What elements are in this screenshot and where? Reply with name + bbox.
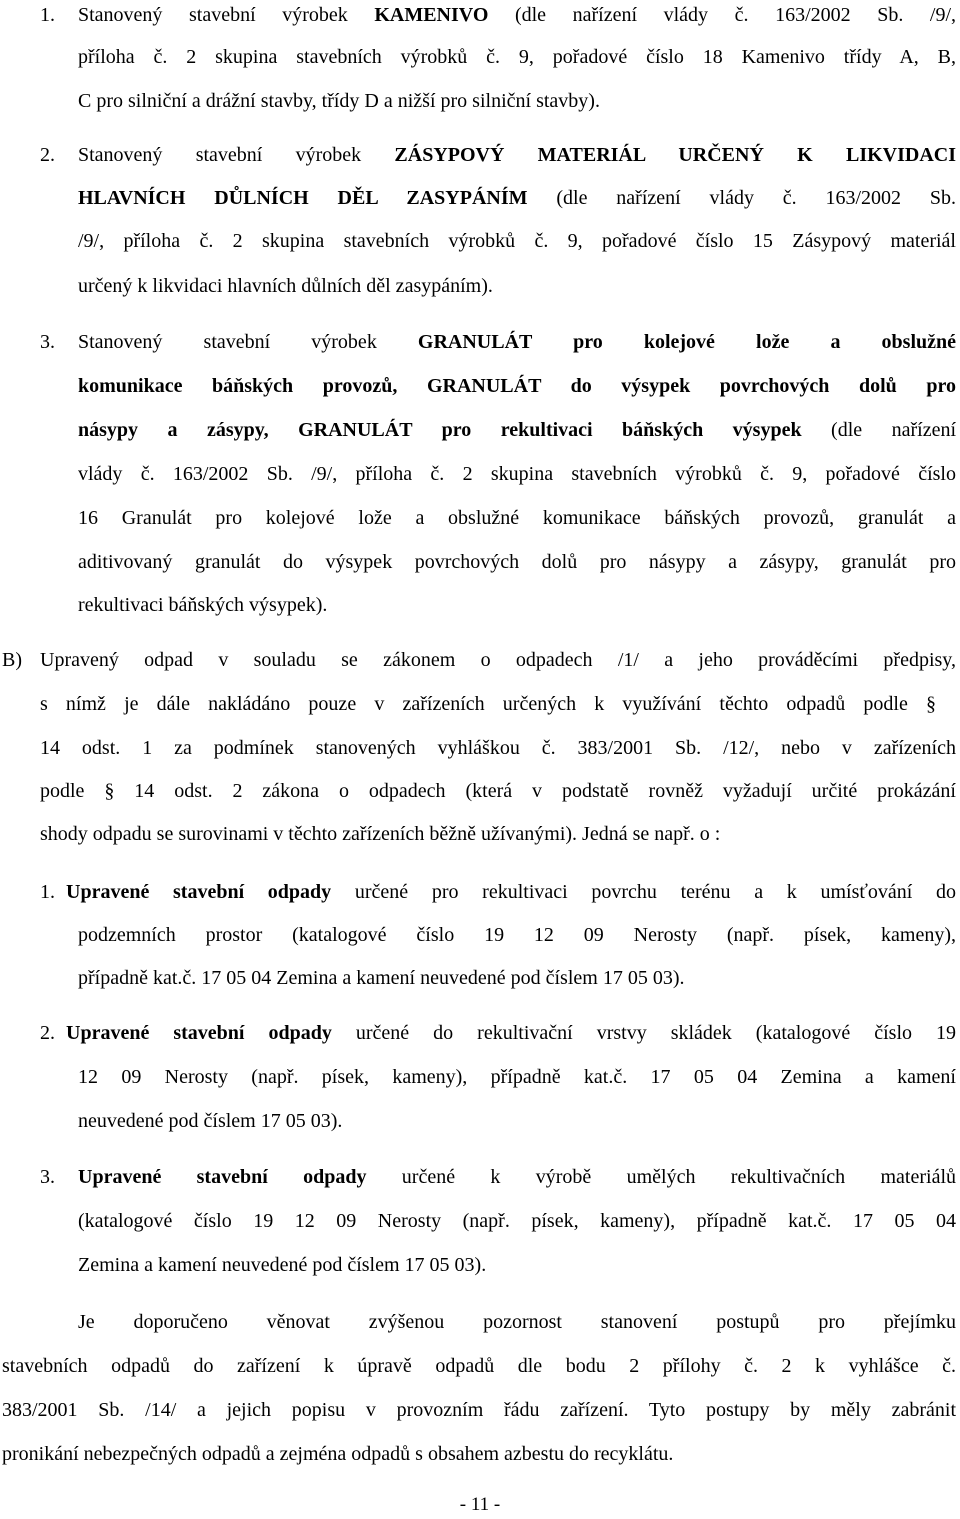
item-a2-line-1: Stanovený stavební výrobek ZÁSYPOVÝ MATERIÁL URČENÝ K LIKVIDACI bbox=[78, 144, 956, 166]
item-b1-bold-term: Upravené stavební odpady bbox=[66, 881, 332, 903]
item-a1-number: 1. bbox=[40, 4, 55, 26]
item-b1-line-1: Upravené stavební odpady určené pro rekultivaci povrchu terénu a k umísťování do bbox=[66, 881, 957, 903]
item-b3-line-1: Upravené stavební odpady určené k výrobě umělých rekultivačních materiálů bbox=[78, 1166, 957, 1188]
closing-line-4: pronikání nebezpečných odpadů a zejména odpadů s obsahem azbestu do recyklátu. bbox=[2, 1443, 674, 1465]
item-a2-number: 2. bbox=[40, 144, 55, 166]
page-number: - 11 - bbox=[459, 1494, 501, 1515]
item-b2-line-3: neuvedené pod číslem 17 05 03). bbox=[78, 1110, 343, 1132]
item-a3-bold-term-1: GRANULÁT pro kolejové lože a obslužné bbox=[417, 331, 956, 353]
item-a2-bold-term-2: HLAVNÍCH DŮLNÍCH DĚL ZASYPÁNÍM bbox=[78, 187, 528, 209]
closing-line-1: Je doporučeno věnovat zvýšenou pozornost stanovení postupů pro přejímku bbox=[78, 1311, 956, 1333]
section-b-line-2: s nímž je dále nakládáno pouze v zařízeních určených k využívání těchto odpadů podle § bbox=[40, 693, 936, 715]
closing-line-2: stavebních odpadů do zařízení k úpravě odpadů dle bodu 2 přílohy č. 2 k vyhlášce č. bbox=[2, 1355, 956, 1377]
item-a3-number: 3. bbox=[40, 331, 55, 353]
item-a1-line-2: příloha č. 2 skupina stavebních výrobků č. 9, pořadové číslo 18 Kamenivo třídy A, B, bbox=[78, 46, 956, 68]
section-b-label: B) bbox=[2, 649, 22, 671]
item-a3-line-5: 16 Granulát pro kolejové lože a obslužné komunikace báňských provozů, granulát a bbox=[78, 507, 956, 529]
item-b2-line-2: 12 09 Nerosty (např. písek, kameny), případně kat.č. 17 05 04 Zemina a kamení bbox=[78, 1066, 956, 1088]
item-b3-line-3: Zemina a kamení neuvedené pod číslem 17 05 03). bbox=[78, 1254, 487, 1276]
item-b2-number: 2. bbox=[40, 1022, 55, 1044]
item-a3-line-4: vlády č. 163/2002 Sb. /9/, příloha č. 2 skupina stavebních výrobků č. 9, pořadové číslo bbox=[78, 463, 956, 485]
item-a3-line-6: aditivovaný granulát do výsypek povrchových dolů pro násypy a zásypy, granulát pro bbox=[78, 551, 956, 573]
item-a3-line-1: Stanovený stavební výrobek GRANULÁT pro kolejové lože a obslužné bbox=[78, 331, 956, 353]
item-b3-bold-term: Upravené stavební odpady bbox=[78, 1166, 367, 1188]
item-a3-line-2 bbox=[78, 374, 956, 398]
item-a2-bold-term-1: ZÁSYPOVÝ MATERIÁL URČENÝ K LIKVIDACI bbox=[394, 144, 956, 166]
item-a2-line-4: určený k likvidaci hlavních důlních děl zasypáním). bbox=[78, 275, 493, 297]
item-b2-bold-term: Upravené stavební odpady bbox=[66, 1022, 332, 1044]
item-b1-line-2: podzemních prostor (katalogové číslo 19 12 09 Nerosty (např. písek, kameny), bbox=[78, 924, 956, 946]
item-b1-line-3: případně kat.č. 17 05 04 Zemina a kamení neuvedené pod číslem 17 05 03). bbox=[78, 967, 685, 989]
section-b-line-4: podle § 14 odst. 2 zákona o odpadech (která v podstatě rovněž vyžadují určité prokázání bbox=[40, 780, 956, 802]
item-a3-bold-term-2: komunikace báňských provozů, GRANULÁT do výsypek povrchových dolů pro bbox=[78, 375, 956, 397]
item-b3-line-2: (katalogové číslo 19 12 09 Nerosty (např. písek, kameny), případně kat.č. 17 05 04 bbox=[78, 1210, 956, 1232]
item-b3-number: 3. bbox=[40, 1166, 55, 1188]
item-a1-line-1: Stanovený stavební výrobek KAMENIVO (dle nařízení vlády č. 163/2002 Sb. /9/, bbox=[78, 4, 957, 26]
item-a3-line-7: rekultivaci báňských výsypek). bbox=[78, 594, 328, 616]
closing-line-3: 383/2001 Sb. /14/ a jejich popisu v provozním řádu zařízení. Tyto postupy by měly zabránit bbox=[2, 1399, 956, 1421]
item-a2-line-3: /9/, příloha č. 2 skupina stavebních výrobků č. 9, pořadové číslo 15 Zásypový materiál bbox=[78, 230, 956, 252]
item-b2-line-1: Upravené stavební odpady určené do rekultivační vrstvy skládek (katalogové číslo 19 bbox=[66, 1022, 957, 1044]
item-a1-bold-term: KAMENIVO bbox=[374, 4, 489, 26]
section-b-line-5: shody odpadu se surovinami v těchto zařízeních běžně užívanými). Jedná se např. o : bbox=[40, 823, 721, 845]
item-a3-line-3: násypy a zásypy, GRANULÁT pro rekultivaci báňských výsypek (dle nařízení bbox=[78, 419, 957, 441]
item-a3-bold-term-3: násypy a zásypy, GRANULÁT pro rekultivaci báňských výsypek bbox=[78, 419, 802, 441]
item-b1-number: 1. bbox=[40, 881, 55, 903]
item-a2-line-2: HLAVNÍCH DŮLNÍCH DĚL ZASYPÁNÍM (dle nařízení vlády č. 163/2002 Sb. bbox=[78, 187, 956, 209]
section-b-line-1: Upravený odpad v souladu se zákonem o odpadech /1/ a jeho prováděcími předpisy, bbox=[40, 649, 956, 671]
section-b-line-3: 14 odst. 1 za podmínek stanovených vyhláškou č. 383/2001 Sb. /12/, nebo v zařízeních bbox=[40, 737, 956, 759]
item-a1-line-3: C pro silniční a drážní stavby, třídy D a nižší pro silniční stavby). bbox=[78, 90, 600, 112]
